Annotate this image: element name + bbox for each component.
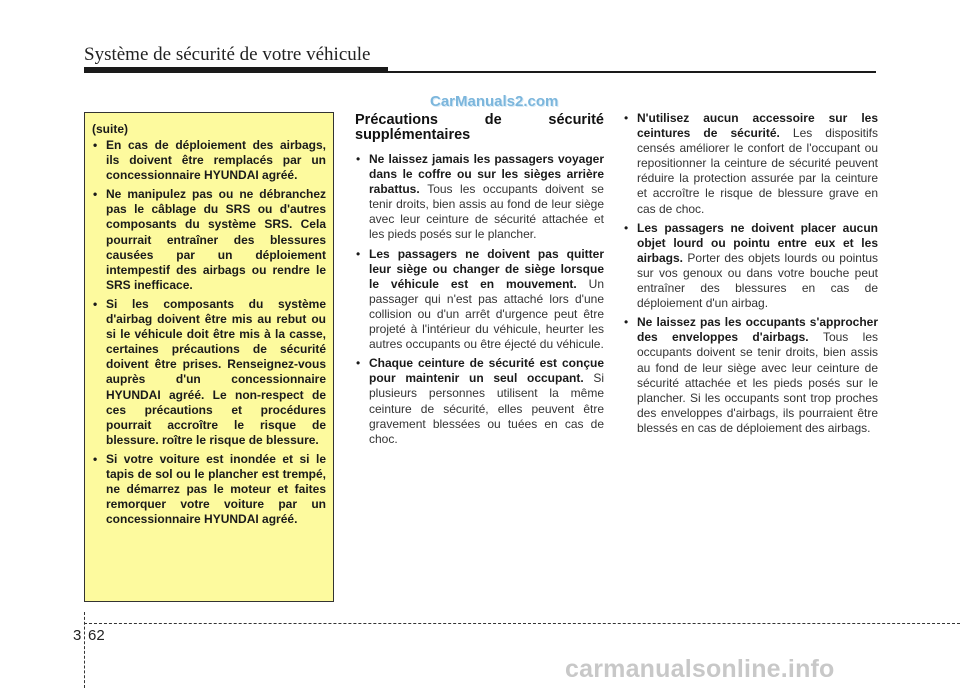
precaution-bold: Les passagers ne doivent placer aucun objet lourd ou pointu entre eux et les airbags. [637,220,878,265]
bullet-icon: • [356,356,361,371]
precaution-text: Si plusieurs personnes utilisent la même ceinture de sécurité, elles peuvent être gravement blessées ou tuées en cas de choc. [369,371,604,446]
bullet-icon: • [356,246,361,261]
precaution-item [355,356,604,447]
bullet-icon: • [93,187,98,202]
header-rule-thick [84,67,388,73]
precaution-bold: N'utilisez aucun accessoire sur les ceintures de sécurité. [637,111,878,141]
precaution-text: Les dispositifs censés améliorer le confort de l'occupant ou repositionner la ceinture de sécurité peuvent réduire la protection assurée par la ceinture et accroître le risque de blessure grave en cas de choc. [637,126,878,216]
warning-item [92,138,326,183]
page-header-title: Système de sécurité de votre véhicule [84,44,371,65]
section-title: Précautions de sécurité supplémentaires [355,112,604,143]
warning-item [92,187,326,293]
precaution-item [623,221,878,312]
bullet-icon: • [624,111,629,125]
precaution-bold: Les passagers ne doivent pas quitter leur siège ou changer de siège lorsque le véhicule est en mouvement. [369,246,604,291]
warning-suite-label: (suite) [92,122,128,136]
bullet-icon: • [93,296,98,311]
bullet-icon: • [624,220,629,235]
watermark-top: CarManuals2.com [430,93,559,110]
footer-horizontal-rule [84,623,960,624]
watermark-bottom: carmanualsonline.info [565,655,835,683]
precaution-text: Tous les occupants doivent se tenir droits, bien assis au fond de leur siège avec leur ceinture de sécurité attachée et les pieds posés sur le plancher. Si les occupants sont trop proches des enveloppes d'airbags, ils pourraient être blessés en cas de déploiement des airbags. [637,330,878,435]
warning-item-text: En cas de déploiement des airbags, ils doivent être remplacés par un concessionnaire HYUNDAI agréé. [106,138,326,183]
precaution-bold: Ne laissez jamais les passagers voyager dans le coffre ou sur les sièges arrière rabattus. [369,152,604,197]
bullet-icon: • [356,152,361,166]
precaution-text: Un passager qui n'est pas attaché lors d'une collision ou d'un arrêt d'urgence peut être projeté à l'intérieur du véhicule, heurter les autres occupants ou être éjecté du véhicule. [369,276,604,352]
precaution-item [623,111,878,217]
warning-item-text: Si votre voiture est inondée et si le tapis de sol ou le plancher est trempé, ne démarrez pas le moteur et faites remorquer votre voiture par un concessionnaire HYUNDAI agréé. [106,451,326,527]
warning-item-text: Ne manipulez pas ou ne débranchez pas le câblage du SRS ou d'autres composants du système SRS. Cela pourrait entraîner des blessures causées par un déploiement intempestif des airbags ou rendre le SRS inefficace. [106,187,326,292]
warning-box [84,112,334,602]
precaution-text: Tous les occupants doivent se tenir droits, bien assis au fond de leur siège avec leur ceinture de sécurité attachée et les pieds posés sur le plancher. [369,182,604,242]
chapter-number: 3 [73,627,82,644]
bullet-icon: • [93,138,98,152]
bullet-icon: • [93,451,98,466]
bullet-icon: • [624,315,629,330]
precaution-text: Porter des objets lourds ou pointus sur vos genoux ou dans votre bouche peut entraîner des blessures en cas de déploiement d'un airbag. [637,250,878,311]
precaution-item [355,152,604,243]
warning-item-text: Si les composants du système d'airbag doivent être mis au rebut ou si le véhicule doit être mis à la casse, certaines précautions de sécurité doivent être prises. Renseignez-vous auprès d'un concessionnaire HYUNDAI agréé. Le non-respect de ces précautions et procédures pourrait accroître le risque de blessure. roître le risque de blessure. [106,296,326,447]
precaution-item [623,315,878,436]
right-column [623,111,878,440]
warning-item [92,452,326,527]
page-number: 62 [88,627,105,644]
header-rule-thin [388,71,876,73]
warning-item [92,297,326,448]
middle-column [355,113,604,451]
precaution-bold: Chaque ceinture de sécurité est conçue pour maintenir un seul occupant. [369,356,604,386]
precaution-bold: Ne laissez pas les occupants s'approcher des enveloppes d'airbags. [637,315,878,345]
precaution-item [355,247,604,353]
